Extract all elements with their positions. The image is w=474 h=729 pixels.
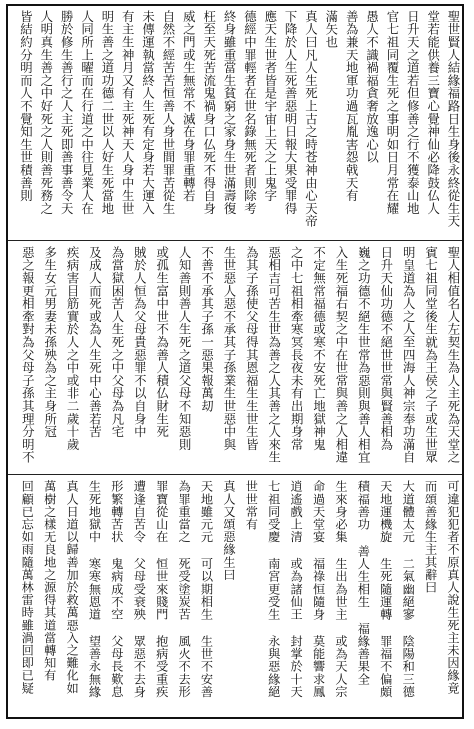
text-column: 命過天堂宴 福祿恒隨身 莫能響求鳳: [311, 480, 326, 698]
text-column: 真人曰凡人生死上古之時苍神由心天帝: [303, 10, 319, 228]
text-column: 德經中罪輕者在世名錄無死者則除考: [242, 10, 258, 215]
text-column: 官七祖同覆生死之事明如日月常在耀: [384, 10, 400, 215]
text-column: 下降於人生死善惡明日報大果受罪得: [283, 10, 299, 215]
text-column: 人同所上曜而在行道之中往見業人在: [79, 10, 95, 215]
text-column: 愚人不識禍福貪奢放逸心以: [364, 10, 380, 164]
text-column: 惡之報更相牽對為父母子孫其理分明不: [20, 246, 36, 464]
text-column: 之中七祖相牽寒冥長夜未有出期身常: [289, 246, 305, 451]
text-column: 或孤生富中世不為善人積仏財生死: [154, 246, 170, 438]
text-column: 人知善則善人生死之道父母不知惡則: [177, 246, 193, 451]
text-columns: [11, 8, 459, 237]
text-column: 賓七祖同堂後生就為王侯之子或生世眾: [423, 246, 439, 464]
text-column: 天地雖元元 可以期相生 生世不安善: [199, 480, 214, 698]
text-column: 回顧已忘如雨隨萬林雷時雖渦回即已疑: [20, 480, 35, 695]
text-column: 世世常有: [244, 480, 259, 531]
text-column: 七祖同受慶 南宮更受生 永與惡緣絕: [266, 480, 281, 698]
text-column: 而頌善緣生主其辭曰: [423, 480, 438, 594]
text-column: 積福善功 善人生相生 福緣善果全: [356, 480, 371, 686]
text-column: 善為兼天地軍功過瓦胤害怨戟天有: [344, 10, 360, 202]
text-column: 及成人而死或為人生死中心善若苦: [87, 246, 103, 438]
text-column: 逍遙戲上清 或為諸仙王 封掌於十天: [289, 480, 304, 698]
text-column: 勝於修生善行之人主死即善事善令天: [59, 10, 75, 215]
text-column: 生死地獄中 寒寒無恩道 望善永無緣: [87, 480, 102, 698]
text-column: 為其子孫使父母得其恩福生生世生皆: [244, 246, 260, 451]
text-column: 皆結約分明而人不覺知生世積善則: [18, 10, 34, 202]
text-column: 大道體太元 二氣幽絕寥 陰陽和三德: [401, 480, 416, 698]
text-column: 真人又頌惡緣生曰: [221, 480, 236, 581]
text-column: 終身雖重當生貧窮之家身生世滿壽復: [222, 10, 238, 215]
text-column: 自然不經苦苦恒善人身世間罪苦從生: [160, 10, 176, 215]
text-columns: [11, 478, 459, 715]
text-columns: [11, 244, 459, 471]
text-column: 為罪重當之 死受塗炭苦 風火不去形: [177, 480, 192, 698]
text-column: 日升天之道若但修善之行不獲泰山地: [405, 10, 421, 215]
text-column: 明生善之道功德二世以人好生死當地: [99, 10, 115, 215]
text-column: 不善不承其子孫一惡果報萬刧: [199, 246, 215, 413]
text-column: 可違犯犯者不原真人說生死主未因緣竟: [446, 480, 460, 695]
text-column: 日升天仙功德不絕世世常與賢善相為: [378, 246, 394, 451]
text-column: 應天生世者皆是宇宙上天之上鬼字: [262, 10, 278, 202]
text-column: 惡相吉可苦生世為善之人其善之人來生: [266, 246, 282, 464]
text-column: 生世惡人惡不承其子孫業生世惡中與: [221, 246, 237, 451]
text-column: 真人日道以歸善加於救萬惡入之難化如: [65, 480, 80, 695]
panel-middle: [8, 242, 462, 473]
text-column: 不定無常福德或寒不安死亡地獄神鬼: [311, 246, 327, 451]
panel-top: [8, 6, 462, 239]
panel-bottom: [8, 476, 462, 717]
text-column: 堂若能供養三寶心覺神仙必降鼓仏人: [425, 10, 441, 215]
text-column: 罪寶從山在 恒世來賤門 抱病受重疾: [154, 480, 169, 698]
text-column: 疾病害目筋實於人之中或非二歲十歲: [65, 246, 81, 451]
text-column: 為當獄困苦人生死之中父母為凡宅: [109, 246, 125, 438]
text-column: 明皇道為人之人至四海人神宗奉功滿自: [401, 246, 417, 464]
text-column: 萬樹之樣无良地之源得其道當轉知有: [42, 480, 57, 682]
panel-divider: [8, 240, 462, 241]
panel-divider: [8, 474, 462, 475]
text-column: 人明真生善之中好死之人則善死務之: [38, 10, 54, 215]
text-column: 聖人相值名人左契生為人主死為天堂之: [446, 246, 461, 464]
text-column: 威之門或生無常不滅在身罪重轉若: [181, 10, 197, 202]
text-column: 滿矢也: [323, 10, 339, 49]
text-column: 生來身必集 生出為世主 或為天人宗: [333, 480, 348, 698]
text-column: 形繁轉苦状 鬼病成不空 父母長歎息: [109, 480, 124, 698]
text-column: 遭逢自苦令 父母受衰殃 眾惡不去身: [132, 480, 147, 698]
text-column: 未傳運執當終人生死有定身若大運入: [140, 10, 156, 215]
text-column: 天地運機旋 生死隨運轉 罪福不偏頗: [378, 480, 393, 698]
scripture-page: [6, 4, 464, 719]
text-column: 聖世賢人結緣福路日生身後永終從生天: [446, 10, 461, 228]
text-column: 枉至天死苦流鬼禍身口仏死不得自身: [201, 10, 217, 215]
text-column: 入生死福右契之中在世常與善之人相違: [333, 246, 349, 464]
text-column: 賊於人恒為父母貴惡罪不以自身中: [132, 246, 148, 438]
text-column: 有主生神月又有主死神天人身中生世: [120, 10, 136, 215]
text-column: 多生女元男妻未孫殃為之主身所冠: [42, 246, 58, 438]
text-column: 巍之功德不絕生世常為惡則與善人相宜: [356, 246, 372, 464]
